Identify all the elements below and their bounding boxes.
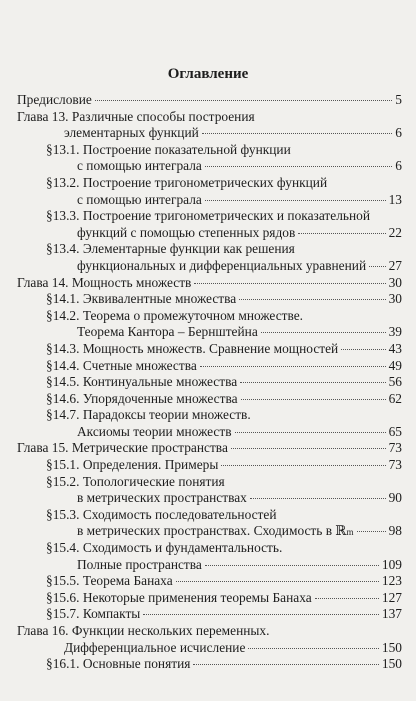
toc-entry-text: элементарных функций bbox=[64, 125, 199, 141]
dot-leader bbox=[357, 531, 386, 532]
toc-entry-line bbox=[46, 241, 402, 258]
toc-chapter-entry bbox=[17, 623, 402, 656]
toc-section-entry bbox=[46, 341, 402, 358]
toc-section-entry bbox=[46, 241, 402, 274]
dot-leader bbox=[298, 233, 385, 234]
page-title: Оглавление bbox=[167, 66, 249, 82]
toc-entry-line bbox=[17, 623, 402, 640]
page-number: 73 bbox=[388, 457, 402, 473]
toc-entry-line bbox=[46, 474, 402, 491]
toc-entry-text: §16.1. Основные понятия bbox=[46, 656, 191, 672]
dot-leader bbox=[341, 349, 385, 350]
toc-entry-text: §14.2. Теорема о промежуточном множестве. bbox=[46, 307, 304, 323]
toc-entry-line bbox=[46, 291, 402, 308]
toc-entry-text: Полные пространства bbox=[77, 556, 202, 572]
page-number: 27 bbox=[388, 257, 402, 273]
toc-entry-text: §15.1. Определения. Примеры bbox=[46, 457, 219, 473]
toc-entry-line bbox=[46, 175, 402, 192]
dot-leader bbox=[315, 598, 379, 599]
page-number: 43 bbox=[388, 340, 402, 356]
toc-section-entry bbox=[46, 407, 402, 440]
toc-chapter-entry bbox=[17, 440, 402, 457]
page-number: 6 bbox=[395, 158, 402, 174]
dot-leader bbox=[194, 283, 385, 284]
page-number: 5 bbox=[395, 92, 402, 107]
page-number: 39 bbox=[388, 324, 402, 340]
toc-entry-text: в метрических пространствах bbox=[77, 490, 247, 506]
toc-entry-line bbox=[46, 358, 402, 375]
page-number: 150 bbox=[381, 639, 402, 655]
toc-entry-text: Аксиомы теории множеств bbox=[77, 423, 232, 439]
dot-leader bbox=[205, 565, 379, 566]
toc-entry-text: §15.2. Топологические понятия bbox=[46, 473, 225, 489]
dot-leader bbox=[143, 614, 379, 615]
toc-section-entry bbox=[46, 606, 402, 623]
toc-entry-text: Глава 15. Метрические пространства bbox=[17, 440, 228, 456]
toc-entry-line bbox=[46, 540, 402, 557]
toc-preface-entry bbox=[17, 92, 402, 109]
dot-leader bbox=[235, 432, 386, 433]
toc-section-entry bbox=[46, 573, 402, 590]
dot-leader bbox=[241, 399, 386, 400]
dot-leader bbox=[202, 133, 393, 134]
toc-entry-text: §13.1. Построение показательной функции bbox=[46, 141, 291, 157]
dot-leader bbox=[221, 465, 385, 466]
toc-entry-text: §13.3. Построение тригонометрических и показательной bbox=[46, 208, 371, 224]
dot-leader bbox=[205, 166, 392, 167]
toc-entry-text: §14.3. Мощность множеств. Сравнение мощностей bbox=[46, 340, 339, 356]
toc-entry-line bbox=[46, 457, 402, 474]
toc-section-entry bbox=[46, 391, 402, 408]
toc-entry-line bbox=[46, 656, 402, 673]
toc-entry-line bbox=[17, 640, 402, 657]
toc-entry-line bbox=[46, 374, 402, 391]
toc-entry-line bbox=[46, 208, 402, 225]
toc-entry-text: Глава 13. Различные способы построения bbox=[17, 108, 255, 124]
page-number: 123 bbox=[381, 573, 402, 589]
toc-entry-text: §15.6. Некоторые применения теоремы Банаха bbox=[46, 589, 312, 605]
toc-entry-line bbox=[46, 424, 402, 441]
toc-entry-text: функциональных и дифференциальных уравнений bbox=[77, 257, 367, 273]
toc-section-entry bbox=[46, 474, 402, 507]
toc-entry-text: §15.5. Теорема Банаха bbox=[46, 573, 173, 589]
toc-entry-line bbox=[46, 308, 402, 325]
page-number: 13 bbox=[388, 191, 402, 207]
table-of-contents bbox=[0, 92, 416, 673]
toc-section-entry bbox=[46, 291, 402, 308]
dot-leader bbox=[240, 382, 385, 383]
toc-entry-text: §14.6. Упорядоченные множества bbox=[46, 390, 238, 406]
toc-entry-text: §13.2. Построение тригонометрических функций bbox=[46, 174, 328, 190]
page-number: 73 bbox=[388, 440, 402, 456]
toc-entry-line bbox=[17, 440, 402, 457]
dot-leader bbox=[205, 200, 386, 201]
page-number: 6 bbox=[395, 125, 402, 141]
dot-leader bbox=[231, 448, 386, 449]
toc-chapter-entry bbox=[17, 109, 402, 142]
page-number: 49 bbox=[388, 357, 402, 373]
toc-entry-text: Предисловие bbox=[17, 92, 92, 107]
toc-entry-line bbox=[46, 158, 402, 175]
dot-leader bbox=[261, 332, 386, 333]
page-number: 56 bbox=[388, 374, 402, 390]
toc-section-entry bbox=[46, 358, 402, 375]
page-number: 30 bbox=[388, 274, 402, 290]
dot-leader bbox=[250, 498, 386, 499]
toc-entry-text: §14.7. Парадоксы теории множеств. bbox=[46, 407, 251, 423]
toc-section-entry bbox=[46, 540, 402, 573]
toc-entry-text: Глава 16. Функции нескольких переменных. bbox=[17, 623, 270, 638]
toc-entry-line bbox=[46, 192, 402, 209]
toc-section-entry bbox=[46, 374, 402, 391]
toc-entry-line bbox=[46, 557, 402, 574]
toc-entry-line bbox=[46, 490, 402, 507]
page-number: 137 bbox=[381, 606, 402, 622]
toc-entry-text: Глава 14. Мощность множеств bbox=[17, 274, 192, 290]
toc-section-entry bbox=[46, 208, 402, 241]
toc-entry-line bbox=[17, 109, 402, 126]
toc-section-entry bbox=[46, 142, 402, 175]
toc-entry-line: в метрических пространствах. Сходимость в ℝ m 98 bbox=[77, 523, 402, 539]
toc-section-entry bbox=[46, 457, 402, 474]
page-number: 22 bbox=[388, 224, 402, 240]
page-number: 90 bbox=[388, 490, 402, 506]
toc-section-entry bbox=[46, 308, 402, 341]
dot-leader bbox=[369, 266, 385, 267]
page-number: 109 bbox=[381, 556, 402, 572]
toc-entry-text: в метрических пространствах. Сходимость в ℝ bbox=[77, 523, 347, 539]
toc-entry-line bbox=[46, 606, 402, 623]
dot-leader bbox=[200, 366, 386, 367]
toc-section-entry bbox=[46, 590, 402, 607]
toc-entry-text: §15.4. Сходимость и фундаментальность. bbox=[46, 540, 283, 556]
toc-entry-line bbox=[46, 507, 402, 524]
page-number: 30 bbox=[388, 291, 402, 307]
toc-entry-line bbox=[46, 573, 402, 590]
toc-entry-text: §15.7. Компакты bbox=[46, 606, 141, 622]
toc-entry-text: с помощью интеграла bbox=[77, 158, 202, 174]
toc-entry-line bbox=[46, 341, 402, 358]
toc-entry-text: §15.3. Сходимость последовательностей bbox=[46, 506, 277, 522]
page-number: 127 bbox=[381, 589, 402, 605]
toc-entry-text: с помощью интеграла bbox=[77, 191, 202, 207]
toc-entry-line bbox=[46, 590, 402, 607]
toc-entry-text: Дифференциальное исчисление bbox=[64, 639, 246, 655]
dot-leader bbox=[248, 648, 378, 649]
toc-entry-text: Теорема Кантора – Бернштейна bbox=[77, 324, 258, 340]
toc-entry-line bbox=[46, 324, 402, 341]
toc-entry-line bbox=[46, 407, 402, 424]
toc-entry-text: §14.1. Эквивалентные множества bbox=[46, 291, 237, 307]
page-number: 98 bbox=[388, 523, 402, 539]
dot-leader bbox=[239, 299, 385, 300]
toc-entry-line bbox=[17, 275, 402, 292]
toc-section-entry bbox=[46, 507, 402, 540]
toc-entry-line bbox=[17, 92, 402, 109]
toc-entry-line bbox=[46, 142, 402, 159]
toc-entry-text: §14.4. Счетные множества bbox=[46, 357, 197, 373]
toc-entry-line bbox=[17, 125, 402, 142]
page-number: 65 bbox=[388, 423, 402, 439]
page-number: 150 bbox=[381, 656, 402, 672]
dot-leader bbox=[176, 581, 379, 582]
dot-leader bbox=[95, 100, 392, 101]
page-number: 62 bbox=[388, 390, 402, 406]
toc-entry-text: §13.4. Элементарные функции как решения bbox=[46, 241, 295, 257]
toc-chapter-entry bbox=[17, 275, 402, 292]
toc-section-entry bbox=[46, 656, 402, 673]
toc-entry-line bbox=[46, 391, 402, 408]
toc-section-entry bbox=[46, 175, 402, 208]
dot-leader bbox=[193, 664, 378, 665]
toc-entry-text: §14.5. Континуальные множества bbox=[46, 374, 238, 390]
toc-entry-text: функций с помощью степенных рядов bbox=[77, 224, 296, 240]
toc-entry-line bbox=[46, 225, 402, 242]
toc-entry-line bbox=[46, 258, 402, 275]
